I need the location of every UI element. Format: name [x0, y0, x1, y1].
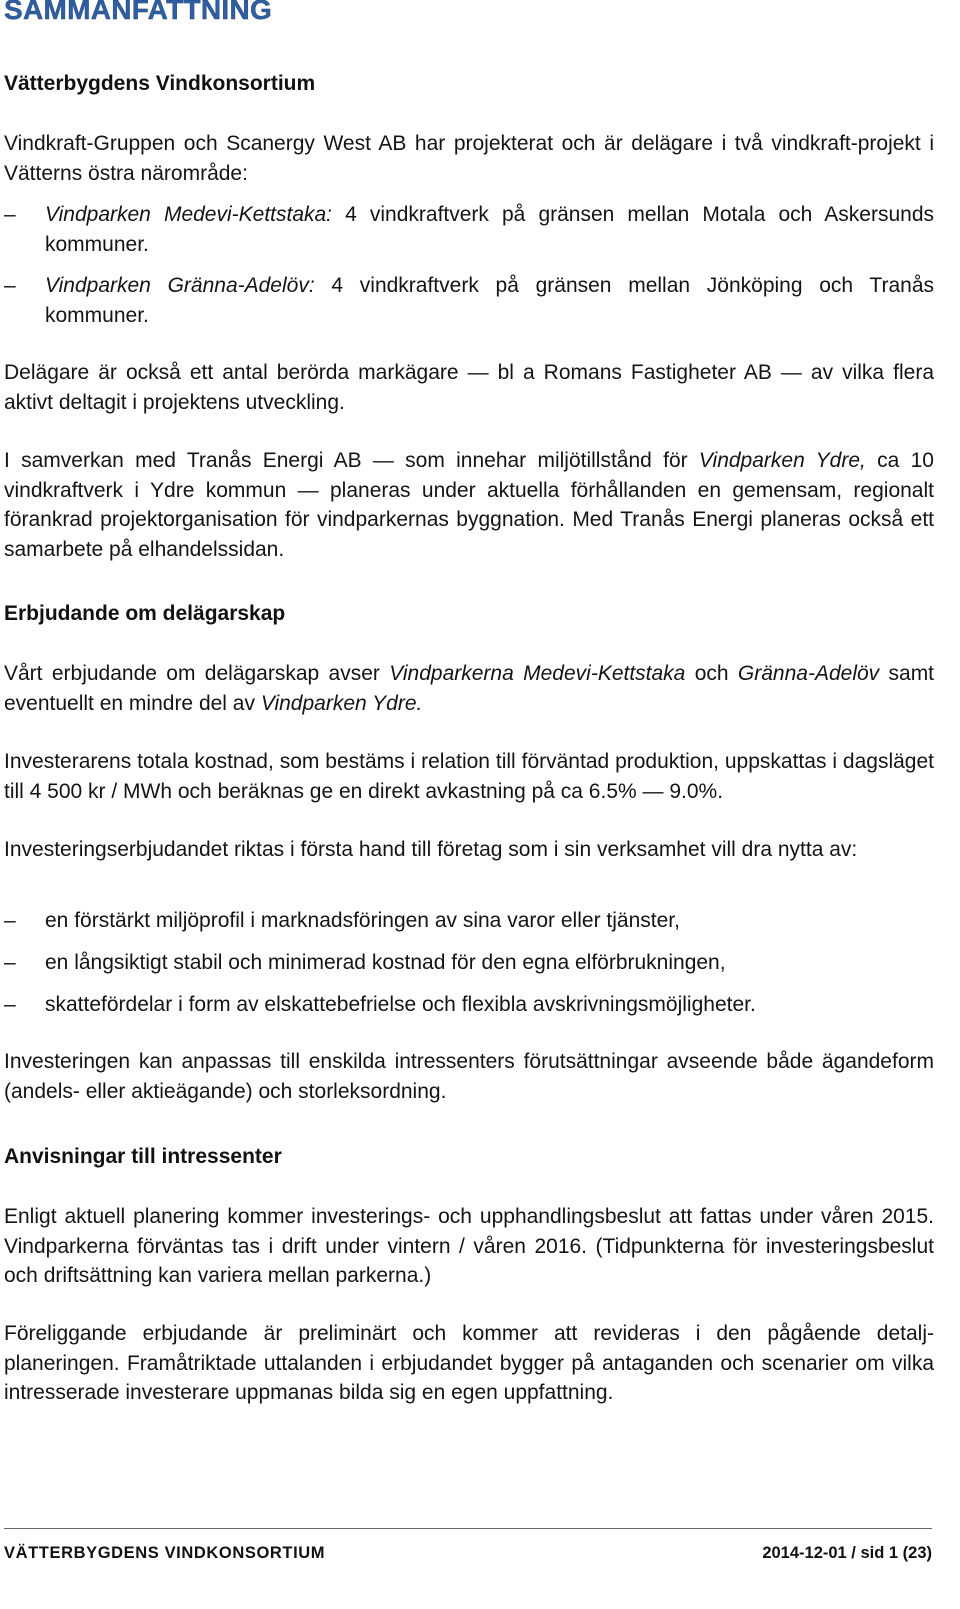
dash-icon: – — [4, 951, 16, 974]
adapt-paragraph: Investeringen kan anpassas till enskilda intressenters förutsättningar avseende både ägandeform (andels- eller aktieägande) och storleksordning. — [4, 1050, 934, 1103]
timeline-paragraph: Enligt aktuell planering kommer investerings- och upphandlingsbeslut att fattas under våren 2015. Vindparkerna förväntas tas i drift under vintern / våren 2016. (Tidpunkterna för investeringsbeslut och driftsättning kan variera mellan parkerna.) — [4, 1205, 934, 1287]
dash-icon: – — [4, 274, 16, 297]
section-heading-offer: Erbjudande om delägarskap — [4, 602, 286, 625]
list-item-text: en förstärkt miljöprofil i marknadsföringen av sina varor eller tjänster, — [45, 909, 680, 932]
list-item-text: en långsiktigt stabil och minimerad kostnad för den egna elförbrukningen, — [45, 951, 726, 974]
section-heading-consortium: Vätterbygdens Vindkonsortium — [4, 72, 316, 95]
cost-paragraph: Investerarens totala kostnad, som bestäms i relation till förväntad produktion, uppskattas i dagsläget till 4 500 kr / MWh och beräknas ge en direkt avkastning på ca 6.5% — 9.0%. — [4, 750, 934, 803]
page-title: SAMMANFATTNING — [4, 0, 273, 25]
dash-icon: – — [4, 909, 16, 932]
cooperation-paragraph: I samverkan med Tranås Energi AB — som innehar miljötillstånd för Vindparken Ydre, ca 10 vindkraftverk i Ydre kommun — planeras under aktuella förhållanden en gemensam, regionalt förankrad projektorganisation för vindparkernas byggnation. Med Tranås Energi planeras också ett samarbete på elhandelssidan. — [4, 449, 934, 561]
disclaimer-paragraph: Föreliggande erbjudande är preliminärt och kommer att revideras i den pågående detalj-planeringen. Framåtriktade uttalanden i erbjudandet bygger på antaganden och scenarier om vilka intresserade investerare uppmanas bilda sig en egen uppfattning. — [4, 1322, 934, 1404]
target-paragraph: Investeringserbjudandet riktas i första hand till företag som i sin verksamhet vill dra nytta av: — [4, 838, 858, 861]
section-heading-guidance: Anvisningar till intressenter — [4, 1145, 282, 1168]
dash-icon: – — [4, 203, 16, 226]
footer-page-info: 2014-12-01 / sid 1 (23) — [762, 1544, 932, 1562]
list-item-text: skattefördelar i form av elskattebefrielse och flexibla avskrivningsmöjligheter. — [45, 993, 756, 1016]
footer-organization: VÄTTERBYGDENS VINDKONSORTIUM — [4, 1544, 326, 1562]
footer-divider — [4, 1528, 932, 1529]
offer-paragraph: Vårt erbjudande om delägarskap avser Vindparkerna Medevi-Kettstaka och Gränna-Adelöv samt eventuellt en mindre del av Vindparken Ydre. — [4, 662, 935, 715]
list-item-text: Vindparken Gränna-Adelöv: 4 vindkraftverk på gränsen mellan Jönköping och Tranås kommuner. — [45, 274, 935, 327]
list-item-text: Vindparken Medevi-Kettstaka: 4 vindkraftverk på gränsen mellan Motala och Askersunds kommuner. — [45, 203, 934, 256]
owners-paragraph: Delägare är också ett antal berörda markägare — bl a Romans Fastigheter AB — av vilka flera aktivt deltagit i projektens utveckling. — [4, 361, 934, 414]
consortium-intro: Vindkraft-Gruppen och Scanergy West AB har projekterat och är delägare i två vindkraft-projekt i Vätterns östra närområde: — [4, 132, 934, 185]
dash-icon: – — [4, 993, 16, 1016]
